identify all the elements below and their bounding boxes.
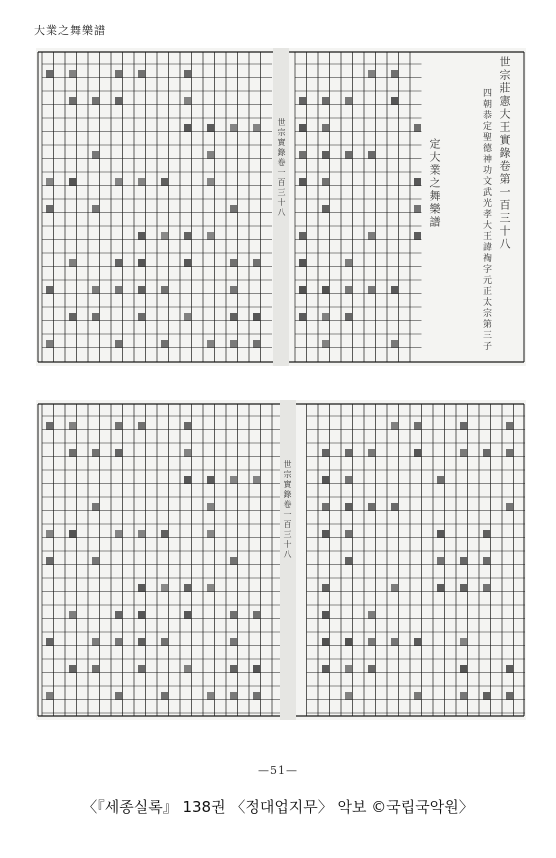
score-section-title: 定大業之舞樂譜 xyxy=(428,138,441,229)
page-number: —51— xyxy=(258,764,298,777)
page-margin-label-top: 世宗實錄卷一百三十八 xyxy=(277,118,286,218)
running-title: 大業之舞樂譜 xyxy=(34,24,106,37)
section-title-vertical: 世宗莊憲大王實錄卷第一百三十八 xyxy=(498,56,511,251)
score-grid-bottom xyxy=(36,400,526,720)
page-margin-label-bottom: 世宗實錄卷一百三十八 xyxy=(283,460,292,560)
score-scan-bottom xyxy=(36,400,526,720)
score-scan-top xyxy=(36,48,526,366)
notation-marks xyxy=(46,70,421,348)
notation-marks xyxy=(46,422,513,700)
book-gutter xyxy=(280,400,296,720)
figure-caption: 〈『세종실록』 138권 〈정대업지무〉 악보 ©국립국악원〉 xyxy=(82,798,474,816)
title-line-2: 四朝恭定聖德神功文武光孝大王諱裪字元正太宗第三子 xyxy=(481,88,491,352)
